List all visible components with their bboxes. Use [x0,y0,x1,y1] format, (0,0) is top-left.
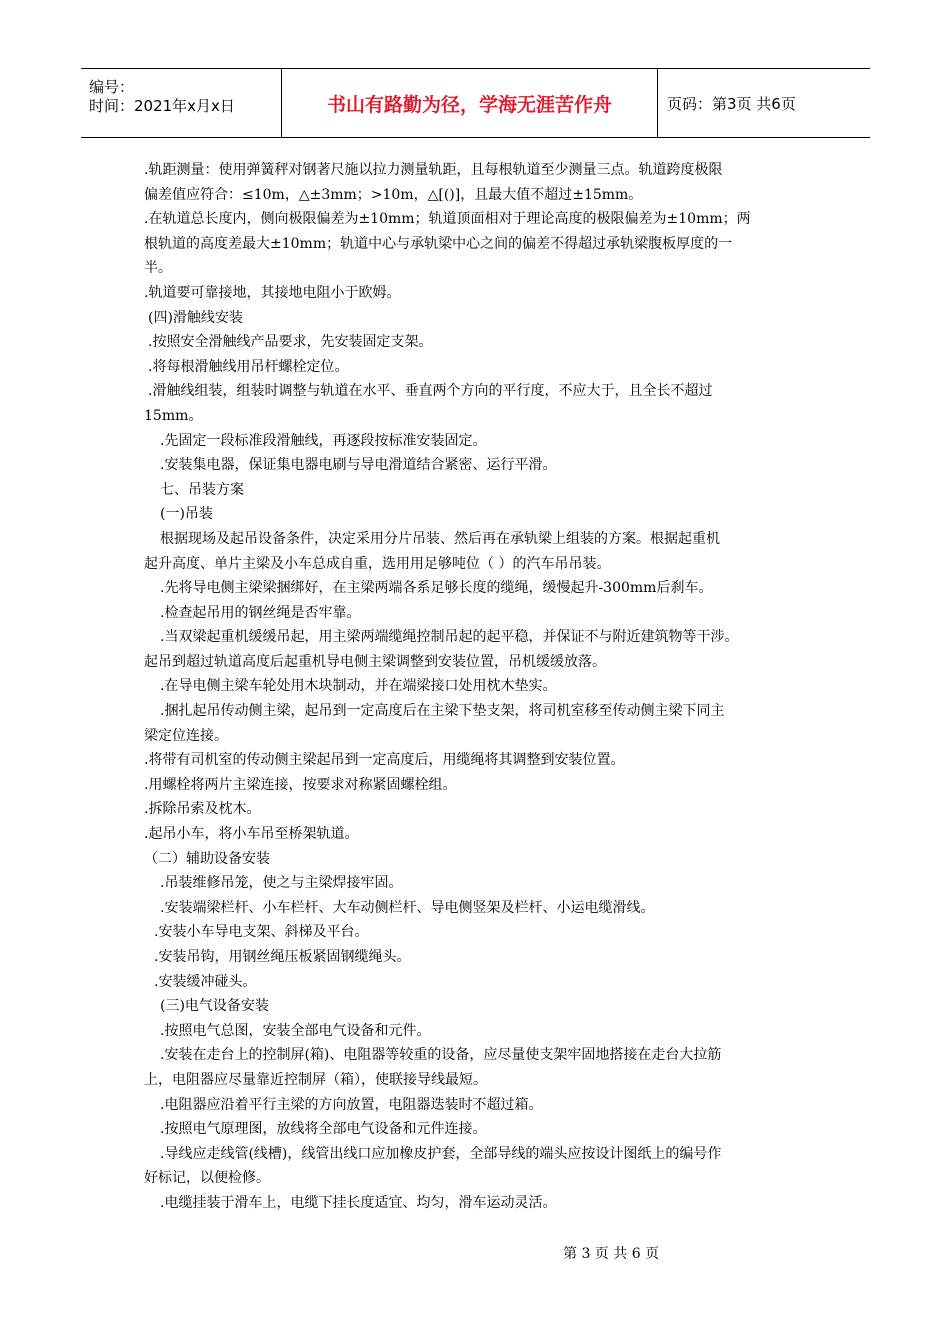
paragraph-line: .起吊小车，将小车吊至桥架轨道。 [144,826,359,843]
paragraph-line: .按照电气总图，安装全部电气设备和元件。 [160,1022,431,1039]
document-header [81,68,870,138]
paragraph-line: .将每根滑触线用吊杆螺栓定位。 [148,358,349,375]
paragraph-line: 上，电阻器应尽量靠近控制屏（箱），使联接导线最短。 [144,1071,487,1088]
paragraph-line: .安装集电器，保证集电器电刷与导电滑道结合紧密、运行平滑。 [160,457,557,474]
document-body [144,158,804,1216]
paragraph-line: .按照电气原理图，放线将全部电气设备和元件连接。 [160,1121,487,1138]
paragraph-line: 七、吊装方案 [160,481,244,498]
paragraph-line: .轨道要可靠接地，其接地电阻小于欧姆。 [144,284,401,301]
paragraph-line: .电缆挂装于滑车上，电缆下挂长度适宜、均匀，滑车运动灵活。 [160,1194,557,1211]
paragraph-line: .轨距测量：使用弹簧秤对钢著尺施以拉力测量轨距，且每根轨道至少测量三点。轨道跨度极限 [144,162,723,178]
header-motto [282,69,658,137]
paragraph-line: .当双梁起重机缓缓吊起，用主梁两端缆绳控制吊起的起平稳，并保证不与附近建筑物等干涉。 [160,629,739,646]
paragraph-line: 15mm。 [144,407,203,424]
paragraph-line: .安装端梁栏杆、小车栏杆、大车动侧栏杆、导电侧竖架及栏杆、小运电缆滑线。 [160,899,655,916]
paragraph-line: 好标记，以便检修。 [144,1170,270,1187]
paragraph-line: 起吊到超过轨道高度后起重机导电侧主梁调整到安装位置，吊机缓缓放落。 [144,653,606,670]
paragraph-line: .用螺栓将两片主梁连接，按要求对称紧固螺栓组。 [144,776,457,793]
paragraph-line: (四)滑触线安装 [148,309,243,326]
paragraph-line: 半。 [144,260,172,277]
paragraph-line: .在导电侧主梁车轮处用木块制动，并在端梁接口处用枕木垫实。 [160,678,557,695]
paragraph-line: .安装小车导电支架、斜梯及平台。 [154,924,369,941]
paragraph-line: .先固定一段标准段滑触线，再逐段按标准安装固定。 [160,432,487,449]
paragraph-line: （二）辅助设备安装 [144,850,270,867]
paragraph-line: .捆扎起吊传动侧主梁，起吊到一定高度后在主梁下垫支架，将司机室移至传动侧主梁下同主 [160,703,725,720]
document-date: 时间：2021年x月x日 [89,97,235,115]
paragraph-line: .安装在走台上的控制屏(箱)、电阻器等较重的设备，应尽量使支架牢固地搭接在走台大拉筋 [160,1047,722,1064]
paragraph-line: .拆除吊索及枕木。 [144,801,261,818]
paragraph-line: .安装吊钩，用钢丝绳压板紧固钢缆绳头。 [154,949,411,965]
paragraph-line: .在轨道总长度内，侧向极限偏差为±10mm；轨道顶面相对于理论高度的极限偏差为±10mm；两 [144,211,751,228]
header-page-label: 页码：第3页 共6页 [667,94,796,113]
paragraph-line: .滑触线组装，组装时调整与轨道在水平、垂直两个方向的平行度，不应大于，且全长不超过 [148,383,713,400]
document-number-label: 编号： [89,78,135,96]
paragraph-line: .吊装维修吊笼，使之与主梁焊接牢固。 [160,875,403,892]
motto-text: 书山有路勤为径，学海无涯苦作舟 [326,93,612,116]
paragraph-line: .按照安全滑触线产品要求，先安装固定支架。 [148,334,433,351]
paragraph-line: .安装缓冲碰头。 [154,973,257,990]
paragraph-line: (三)电气设备安装 [160,998,269,1015]
paragraph-line: .导线应走线管(线槽)，线管出线口应加橡皮护套，全部导线的端头应按设计图纸上的编号作 [160,1145,722,1162]
header-meta [81,69,282,137]
paragraph-line: .电阻器应沿着平行主梁的方向放置，电阻器迭装时不超过箱。 [160,1096,543,1113]
paragraph-line: 根据现场及起吊设备条件，决定采用分片吊装、然后再在承轨梁上组装的方案。根据起重机 [160,530,720,547]
paragraph-line: 梁定位连接。 [144,727,228,744]
paragraph-line: (一)吊装 [160,506,213,523]
paragraph-line: .先将导电侧主梁梁捆绑好，在主梁两端各系足够长度的缆绳，缓慢起升-300mm后刹车。 [160,580,713,597]
paragraph-line: .检查起吊用的钢丝绳是否牢靠。 [160,604,361,621]
paragraph-line: 偏差值应符合：≤10m，△±3mm；>10m，△[()]，且最大值不超过±15mm。 [144,186,643,203]
paragraph-line: 起升高度、单片主梁及小车总成自重，选用用足够吨位（ ）的汽车吊吊装。 [144,555,611,572]
paragraph-line: 根轨道的高度差最大±10mm；轨道中心与承轨梁中心之间的偏差不得超过承轨梁腹板厚度的一 [144,235,733,252]
footer-page-number: 第 3 页 共 6 页 [563,1246,660,1262]
paragraph-line: .将带有司机室的传动侧主梁起吊到一定高度后，用缆绳将其调整到安装位置。 [144,752,625,769]
header-page-number [658,69,870,137]
